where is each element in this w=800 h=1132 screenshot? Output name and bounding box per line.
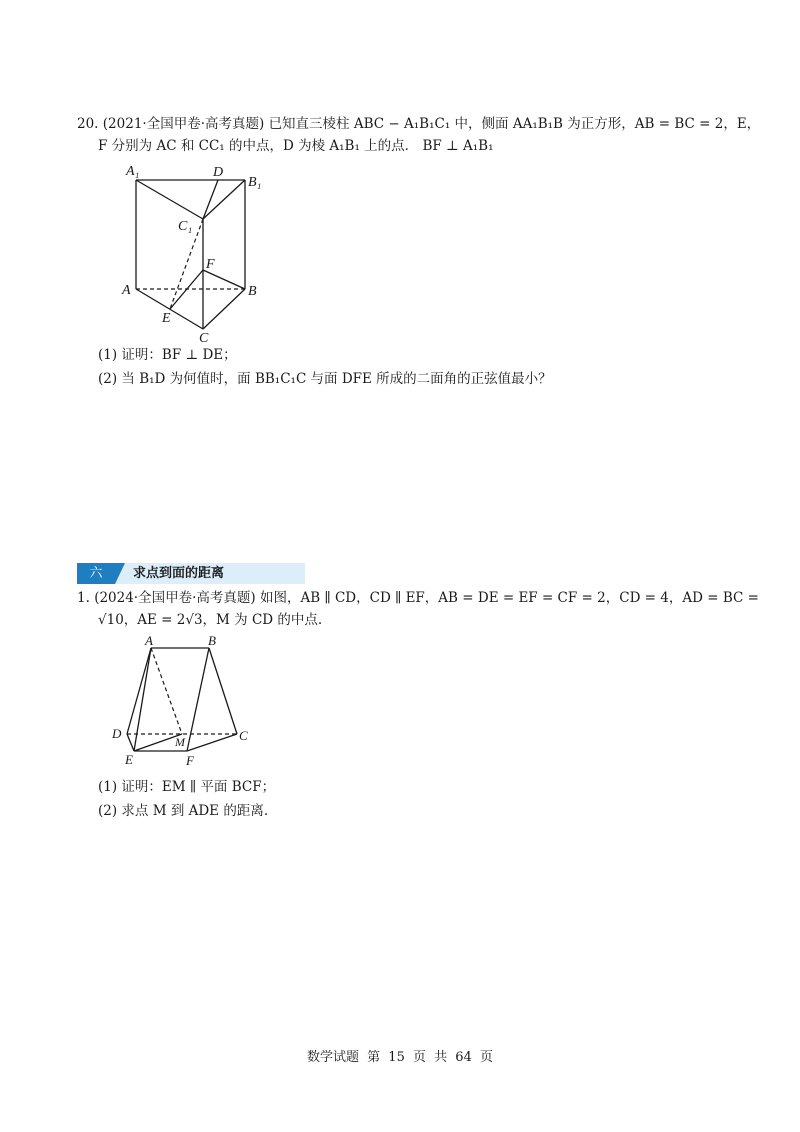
q1-number: 1. bbox=[77, 590, 90, 606]
q1-source: (2024·全国甲卷·高考真题) bbox=[94, 590, 256, 606]
label-c: C bbox=[199, 331, 209, 345]
q1-line1 bbox=[77, 589, 759, 607]
label-c: C bbox=[239, 728, 248, 743]
footer-page-prefix: 第 bbox=[367, 1050, 381, 1065]
label-d: D bbox=[112, 726, 122, 741]
q1-polyhedron-figure bbox=[105, 632, 265, 772]
label-m: M bbox=[175, 735, 185, 749]
footer-subject: 数学试题 bbox=[306, 1050, 359, 1065]
q20-prism-figure bbox=[110, 160, 270, 345]
label-b: B bbox=[248, 284, 257, 299]
label-b1: B₁ bbox=[248, 175, 262, 190]
label-e: E bbox=[162, 311, 171, 326]
q20-line1 bbox=[77, 115, 760, 133]
section-header bbox=[77, 563, 305, 584]
section-number-tag: 六 bbox=[77, 563, 115, 584]
q20-number: 20. bbox=[77, 116, 99, 132]
q1-statement-line2: √10，AE = 2√3，M 为 CD 的中点. bbox=[98, 612, 323, 628]
section-slash-decoration bbox=[115, 563, 125, 584]
page-footer bbox=[0, 1050, 800, 1066]
label-b: B bbox=[208, 633, 216, 648]
q1-sub1: (1) 证明：EM ∥ 平面 BCF； bbox=[98, 779, 276, 795]
footer-page-number: 15 bbox=[388, 1050, 405, 1065]
q20-statement-line2: F 分别为 AC 和 CC₁ 的中点，D 为棱 A₁B₁ 上的点． BF ⊥ A₁B₁ bbox=[98, 138, 494, 154]
label-c1: C₁ bbox=[178, 219, 193, 234]
label-a: A bbox=[145, 633, 153, 648]
q20-source: (2021·全国甲卷·高考真题) bbox=[102, 116, 265, 132]
q1-sub2: (2) 求点 M 到 ADE 的距离. bbox=[98, 803, 269, 819]
footer-total-pages: 64 bbox=[455, 1050, 472, 1065]
label-e: E bbox=[125, 752, 133, 767]
q20-sub2: (2) 当 B₁D 为何值时，面 BB₁C₁C 与面 DFE 所成的二面角的正弦值最小？ bbox=[98, 371, 552, 387]
label-a1: A₁ bbox=[126, 164, 140, 179]
label-f: F bbox=[206, 257, 215, 272]
footer-total-prefix: 共 bbox=[434, 1050, 448, 1065]
label-a: A bbox=[122, 283, 131, 298]
label-d: D bbox=[213, 165, 224, 180]
q1-statement-line1: 如图，AB ∥ CD，CD ∥ EF，AB = DE = EF = CF = 2，CD = 4，AD = BC = bbox=[259, 590, 759, 606]
label-f: F bbox=[186, 753, 194, 768]
q20-sub1: (1) 证明：BF ⊥ DE； bbox=[98, 347, 237, 363]
footer-total-suffix: 页 bbox=[479, 1050, 493, 1065]
q20-statement-line1: 已知直三棱柱 ABC − A₁B₁C₁ 中，侧面 AA₁B₁B 为正方形，AB = BC = 2，E， bbox=[268, 116, 761, 132]
section-title: 求点到面的距离 bbox=[133, 566, 225, 581]
footer-page-suffix: 页 bbox=[412, 1050, 426, 1065]
